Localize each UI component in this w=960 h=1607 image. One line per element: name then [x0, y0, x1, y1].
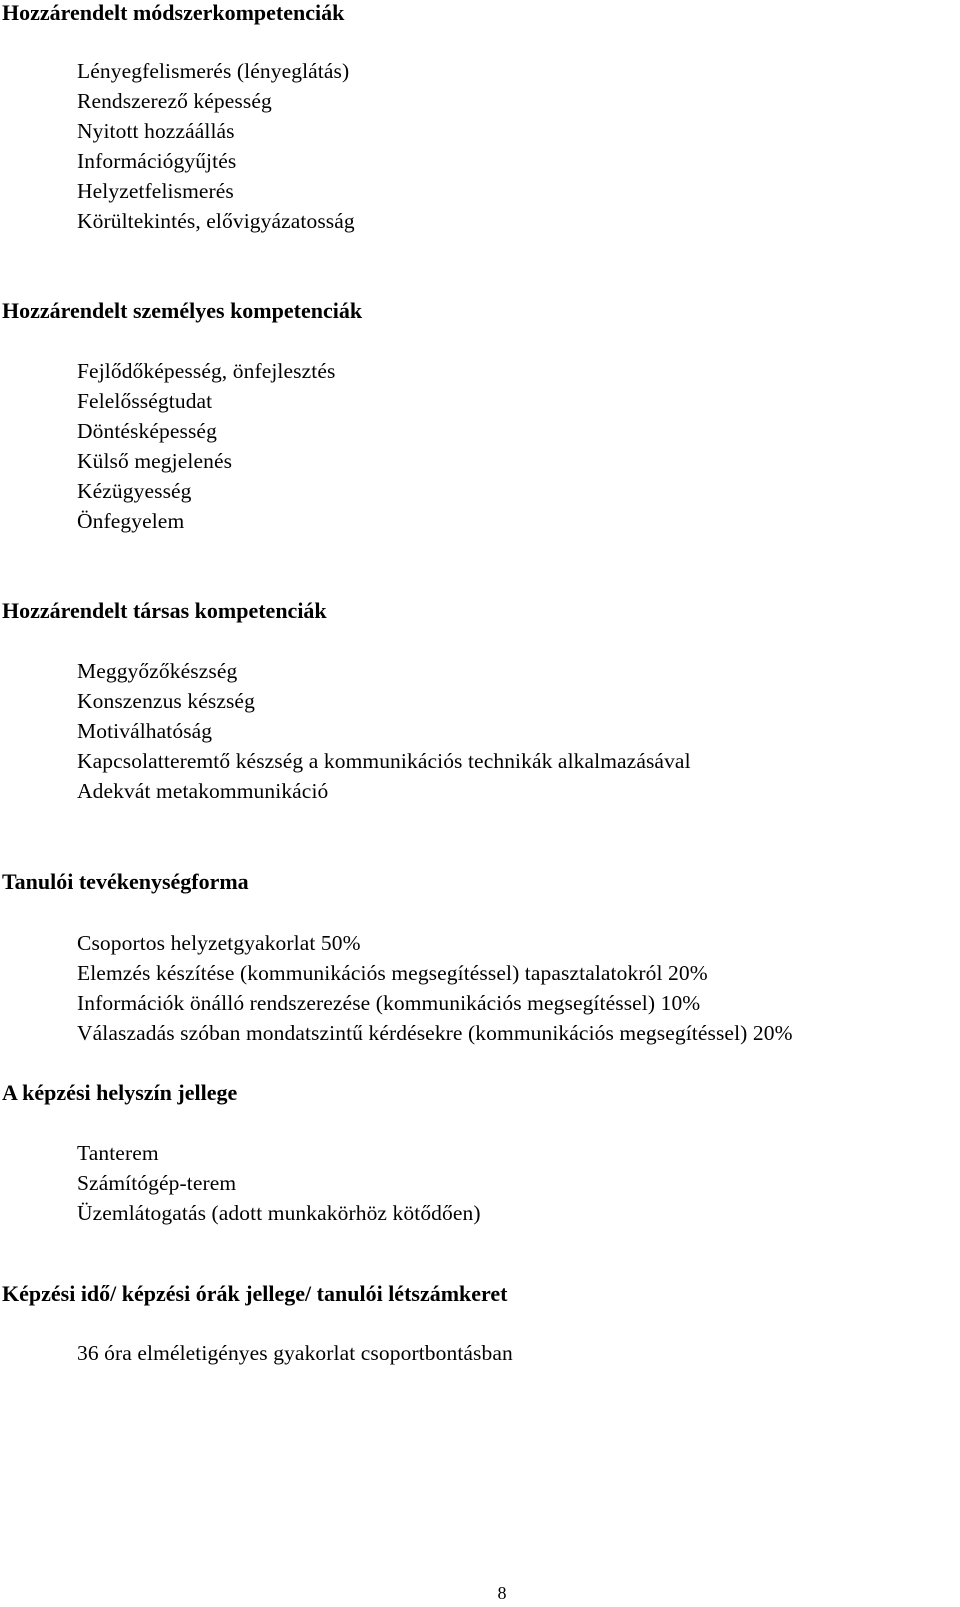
list-item: Tanterem: [77, 1141, 159, 1165]
item-list: [77, 1138, 481, 1228]
item-list: [77, 1338, 513, 1368]
section-personal-competencies: [2, 298, 952, 324]
list-item: Csoportos helyzetgyakorlat 50%: [77, 931, 361, 955]
item-list: [77, 56, 355, 236]
list-item: Fejlődőképesség, önfejlesztés: [77, 359, 336, 383]
list-item: Rendszerező képesség: [77, 89, 272, 113]
section-learner-activity: [2, 869, 952, 895]
section-method-competencies: [2, 0, 952, 26]
list-item: Nyitott hozzáállás: [77, 119, 235, 143]
item-list: [77, 356, 335, 536]
item-list: [77, 656, 691, 806]
item-list: [77, 928, 793, 1048]
list-item: Számítógép-terem: [77, 1171, 237, 1195]
list-item: Lényegfelismerés (lényeglátás): [77, 59, 350, 83]
list-item: Motiválhatóság: [77, 719, 213, 743]
list-item: Válaszadás szóban mondatszintű kérdésekre (kommunikációs megsegítéssel) 20%: [77, 1021, 793, 1045]
section-heading: Tanulói tevékenységforma: [2, 869, 249, 894]
list-item: Döntésképesség: [77, 419, 217, 443]
list-item: Körültekintés, elővigyázatosság: [77, 209, 355, 233]
list-item: Kézügyesség: [77, 479, 192, 503]
page-number: 8: [497, 1583, 507, 1603]
section-heading: Hozzárendelt személyes kompetenciák: [2, 298, 363, 323]
list-item: Információk önálló rendszerezése (kommunikációs megsegítéssel) 10%: [77, 991, 701, 1015]
section-heading: A képzési helyszín jellege: [2, 1080, 238, 1105]
list-item: Konszenzus készség: [77, 689, 255, 713]
list-item: Információgyűjtés: [77, 149, 237, 173]
list-item: Helyzetfelismerés: [77, 179, 234, 203]
list-item: 36 óra elméletigényes gyakorlat csoportbontásban: [77, 1341, 513, 1365]
list-item: Felelősségtudat: [77, 389, 213, 413]
list-item: Elemzés készítése (kommunikációs megsegítéssel) tapasztalatokról 20%: [77, 961, 708, 985]
list-item: Külső megjelenés: [77, 449, 233, 473]
section-heading: Hozzárendelt módszerkompetenciák: [2, 0, 345, 25]
section-social-competencies: [2, 598, 952, 624]
section-heading: Képzési idő/ képzési órák jellege/ tanulói létszámkeret: [2, 1281, 508, 1306]
list-item: Üzemlátogatás (adott munkakörhöz kötődően): [77, 1201, 481, 1225]
section-training-time: [2, 1281, 952, 1307]
list-item: Meggyőzőkészség: [77, 659, 238, 683]
list-item: Adekvát metakommunikáció: [77, 779, 329, 803]
list-item: Kapcsolatteremtő készség a kommunikációs technikák alkalmazásával: [77, 749, 691, 773]
section-heading: Hozzárendelt társas kompetenciák: [2, 598, 327, 623]
list-item: Önfegyelem: [77, 509, 185, 533]
section-training-location: [2, 1080, 952, 1106]
